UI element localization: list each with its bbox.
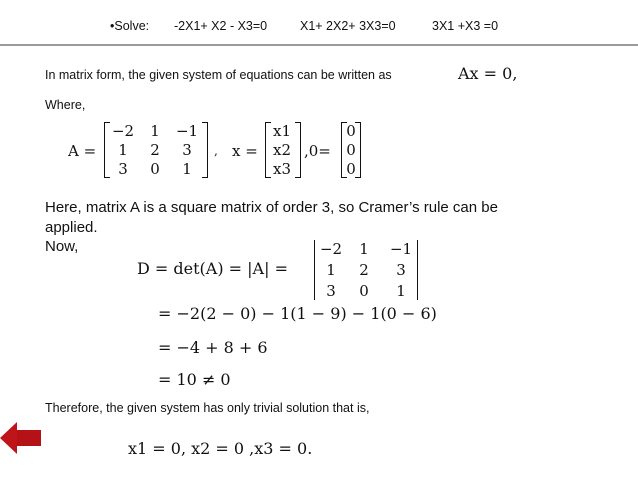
vector-x-cell: x2 bbox=[272, 141, 291, 159]
equation-3: 3X1 +X3 =0 bbox=[432, 19, 499, 33]
matrix-a-cell: 0 bbox=[150, 160, 160, 178]
vector-x-cell: x1 bbox=[272, 122, 291, 140]
determinant-right-bar bbox=[417, 240, 418, 300]
header-divider bbox=[0, 44, 638, 46]
equation-1: -2X1+ X2 - X3=0 bbox=[174, 19, 268, 33]
now-label: Now, bbox=[45, 238, 79, 255]
matrix-a-cell: 1 bbox=[118, 141, 128, 159]
matrix-form-equation: Ax = 0, bbox=[458, 64, 518, 83]
zero-vector-right-bracket bbox=[355, 122, 361, 178]
separator-comma: , bbox=[214, 144, 218, 158]
matrix-a-right-bracket bbox=[202, 122, 208, 178]
conclusion-text: Therefore, the given system has only trivial solution that is, bbox=[45, 401, 370, 415]
determinant-cell: 2 bbox=[359, 261, 369, 279]
expansion-step-1: = −2(2 − 0) − 1(1 − 9) − 1(0 − 6) bbox=[158, 304, 437, 323]
determinant-cell: 1 bbox=[359, 240, 369, 258]
determinant-matrix bbox=[316, 240, 416, 302]
determinant-lhs: D = det(A) = |A| = bbox=[137, 259, 288, 278]
expansion-step-3: = 10 ≠ 0 bbox=[158, 370, 231, 389]
where-label: Where, bbox=[45, 98, 86, 112]
vector-x-label: x = bbox=[232, 142, 258, 160]
determinant-cell: 3 bbox=[396, 261, 406, 279]
left-arrow-icon bbox=[0, 421, 42, 455]
determinant-cell: 0 bbox=[359, 282, 369, 300]
expansion-step-2: = −4 + 8 + 6 bbox=[158, 338, 268, 357]
matrix-a-cell: −2 bbox=[111, 122, 135, 140]
determinant-cell: 3 bbox=[326, 282, 336, 300]
matrix-a-cell: −1 bbox=[175, 122, 199, 140]
vector-x-right-bracket bbox=[295, 122, 301, 178]
back-button[interactable] bbox=[0, 421, 42, 455]
solve-label: •Solve: bbox=[110, 19, 150, 33]
matrix-a-cell: 2 bbox=[150, 141, 160, 159]
matrix-form-text: In matrix form, the given system of equations can be written as bbox=[45, 68, 392, 82]
zero-vector-cell: 0 bbox=[346, 122, 356, 140]
cramer-text-line-2: applied. bbox=[45, 219, 98, 236]
matrix-a-cell: 1 bbox=[150, 122, 160, 140]
determinant-cell: −1 bbox=[389, 240, 413, 258]
determinant-cell: −2 bbox=[319, 240, 343, 258]
determinant-cell: 1 bbox=[326, 261, 336, 279]
matrix-a-cell: 1 bbox=[182, 160, 192, 178]
trivial-solution: x1 = 0, x2 = 0 ,x3 = 0. bbox=[128, 439, 313, 458]
equation-2: X1+ 2X2+ 3X3=0 bbox=[300, 19, 396, 33]
zero-vector-label: ,0= bbox=[304, 142, 331, 160]
vector-x-cell: x3 bbox=[272, 160, 291, 178]
determinant-cell: 1 bbox=[396, 282, 406, 300]
matrix-a bbox=[108, 120, 204, 180]
matrix-a-cell: 3 bbox=[118, 160, 128, 178]
matrix-a-label: A = bbox=[68, 142, 97, 160]
matrix-a-cell: 3 bbox=[182, 141, 192, 159]
zero-vector-cell: 0 bbox=[346, 160, 356, 178]
zero-vector-cell: 0 bbox=[346, 141, 356, 159]
matrix-definitions bbox=[0, 120, 638, 180]
cramer-text-line-1: Here, matrix A is a square matrix of order 3, so Cramer’s rule can be bbox=[45, 199, 498, 216]
determinant-left-bar bbox=[314, 240, 315, 300]
